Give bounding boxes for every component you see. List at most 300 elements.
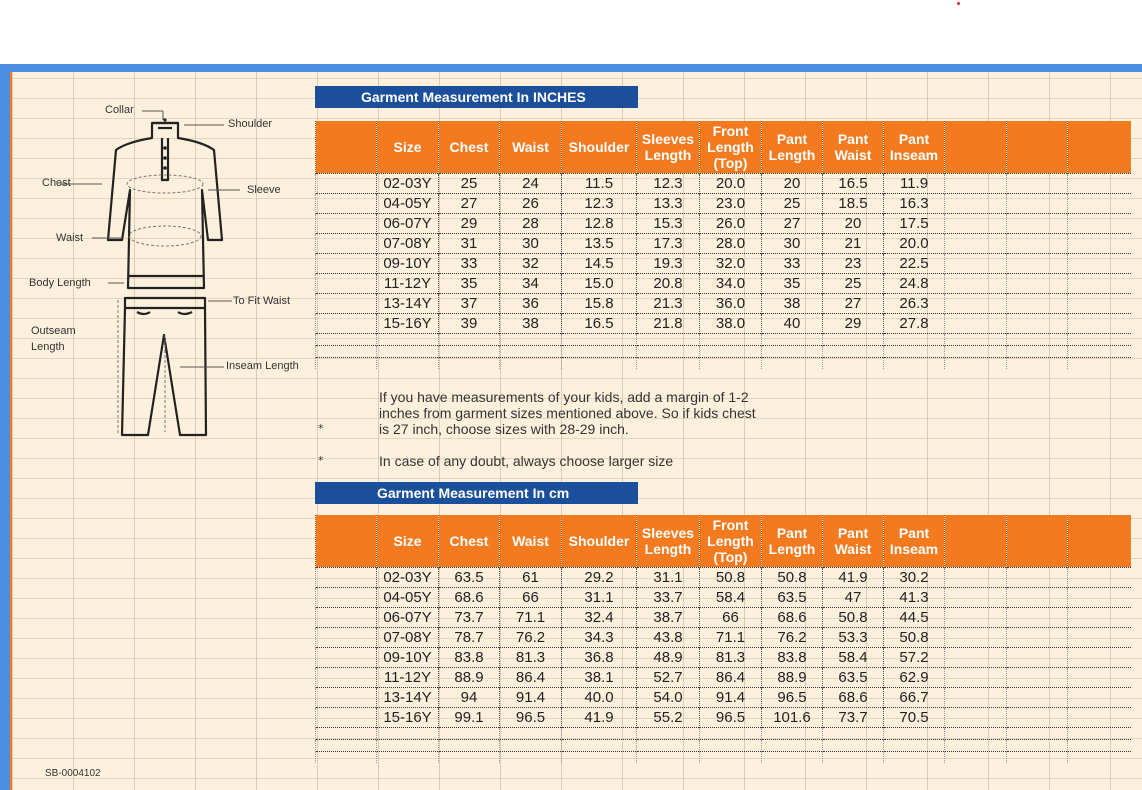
inseam-length-label: Inseam Length: [226, 360, 299, 372]
row-blank-cell: [1007, 293, 1068, 313]
garment-diagram: [12, 80, 312, 480]
empty-cell: [1068, 357, 1131, 369]
value-cell: 27: [823, 293, 884, 313]
value-cell: 68.6: [439, 587, 500, 607]
row-blank-cell: [945, 647, 1007, 667]
table-row: [316, 687, 1131, 707]
row-blank-cell: [1068, 193, 1131, 213]
table-row: [316, 313, 1131, 333]
value-cell: 66.7: [884, 687, 945, 707]
empty-cell: [316, 739, 377, 751]
shoulder-label: Shoulder: [228, 118, 273, 130]
value-cell: 83.8: [762, 647, 823, 667]
row-blank-cell: [945, 567, 1007, 587]
empty-cell: [762, 739, 823, 751]
empty-cell: [316, 727, 377, 739]
size-cell: 15-16Y: [377, 707, 439, 727]
row-blank-cell: [1007, 253, 1068, 273]
empty-row: [316, 345, 1131, 357]
row-blank-cell: [945, 233, 1007, 253]
value-cell: 91.4: [500, 687, 562, 707]
column-header: Front Length (Top): [700, 515, 762, 567]
sku-code: SB-0004102: [45, 768, 101, 779]
value-cell: 26.0: [700, 213, 762, 233]
empty-cell: [700, 357, 762, 369]
empty-cell: [377, 333, 439, 345]
table-row: [316, 707, 1131, 727]
row-blank-cell: [1068, 253, 1131, 273]
empty-cell: [637, 333, 700, 345]
margin-note: If you have measurements of your kids, add a margin of 1-2 inches from garment sizes mentioned above. So if kids chest is 27 inch, choose sizes with 28-29 inch.: [379, 389, 756, 437]
value-cell: 86.4: [500, 667, 562, 687]
value-cell: 13.5: [562, 233, 637, 253]
empty-cell: [562, 333, 637, 345]
row-blank-cell: [945, 687, 1007, 707]
table-row: [316, 213, 1131, 233]
empty-cell: [439, 357, 500, 369]
empty-cell: [700, 739, 762, 751]
size-cell: 02-03Y: [377, 173, 439, 193]
value-cell: 18.5: [823, 193, 884, 213]
row-blank-cell: [945, 607, 1007, 627]
empty-cell: [377, 357, 439, 369]
value-cell: 31.1: [562, 587, 637, 607]
row-blank-cell: [1068, 173, 1131, 193]
column-header: Chest: [439, 121, 500, 173]
value-cell: 58.4: [700, 587, 762, 607]
table-row: [316, 293, 1131, 313]
value-cell: 29: [439, 213, 500, 233]
row-blank-cell: [1007, 607, 1068, 627]
row-blank-cell: [316, 707, 377, 727]
value-cell: 30: [500, 233, 562, 253]
empty-cell: [762, 345, 823, 357]
size-cell: 06-07Y: [377, 213, 439, 233]
row-blank-cell: [1068, 587, 1131, 607]
column-header: Front Length (Top): [700, 121, 762, 173]
chest-label: Chest: [42, 177, 71, 189]
value-cell: 31.1: [637, 567, 700, 587]
row-blank-cell: [1068, 293, 1131, 313]
value-cell: 34.3: [562, 627, 637, 647]
empty-cell: [884, 739, 945, 751]
empty-cell: [562, 739, 637, 751]
body-length-label: Body Length: [29, 277, 91, 289]
value-cell: 61: [500, 567, 562, 587]
value-cell: 41.9: [823, 567, 884, 587]
row-blank-cell: [1007, 173, 1068, 193]
value-cell: 11.5: [562, 173, 637, 193]
value-cell: 30: [762, 233, 823, 253]
empty-cell: [700, 333, 762, 345]
value-cell: 23.0: [700, 193, 762, 213]
column-header: Size: [377, 121, 439, 173]
note-bullet-1: *: [318, 422, 324, 435]
empty-cell: [637, 727, 700, 739]
value-cell: 63.5: [823, 667, 884, 687]
size-cell: 07-08Y: [377, 233, 439, 253]
row-blank-cell: [316, 173, 377, 193]
empty-cell: [562, 727, 637, 739]
column-header: Waist: [500, 515, 562, 567]
value-cell: 41.9: [562, 707, 637, 727]
value-cell: 96.5: [500, 707, 562, 727]
table-row: [316, 567, 1131, 587]
size-cell: 09-10Y: [377, 647, 439, 667]
row-blank-cell: [1007, 647, 1068, 667]
value-cell: 38.7: [637, 607, 700, 627]
size-cell: 02-03Y: [377, 567, 439, 587]
header-blank-cell: [316, 121, 377, 173]
empty-cell: [637, 345, 700, 357]
empty-cell: [1007, 751, 1068, 763]
value-cell: 33.7: [637, 587, 700, 607]
row-blank-cell: [316, 607, 377, 627]
row-blank-cell: [945, 213, 1007, 233]
value-cell: 36.8: [562, 647, 637, 667]
size-cell: 13-14Y: [377, 687, 439, 707]
value-cell: 25: [439, 173, 500, 193]
table-row: [316, 587, 1131, 607]
empty-cell: [377, 345, 439, 357]
header-blank-cell: [945, 121, 1007, 173]
value-cell: 40.0: [562, 687, 637, 707]
row-blank-cell: [1007, 567, 1068, 587]
empty-cell: [500, 739, 562, 751]
row-blank-cell: [316, 293, 377, 313]
row-blank-cell: [316, 627, 377, 647]
empty-cell: [823, 727, 884, 739]
value-cell: 50.8: [823, 607, 884, 627]
value-cell: 30.2: [884, 567, 945, 587]
size-cell: 06-07Y: [377, 607, 439, 627]
value-cell: 36: [500, 293, 562, 313]
value-cell: 28.0: [700, 233, 762, 253]
empty-cell: [945, 751, 1007, 763]
header-blank-cell: [945, 515, 1007, 567]
column-header: Pant Length: [762, 515, 823, 567]
row-blank-cell: [1007, 233, 1068, 253]
row-blank-cell: [1068, 707, 1131, 727]
inches-header-row: [316, 121, 1131, 173]
value-cell: 32.4: [562, 607, 637, 627]
value-cell: 53.3: [823, 627, 884, 647]
value-cell: 88.9: [439, 667, 500, 687]
row-blank-cell: [1068, 233, 1131, 253]
table-row: [316, 627, 1131, 647]
cm-header-row: [316, 515, 1131, 567]
empty-cell: [700, 345, 762, 357]
column-header: Pant Waist: [823, 121, 884, 173]
size-cell: 09-10Y: [377, 253, 439, 273]
value-cell: 58.4: [823, 647, 884, 667]
empty-cell: [500, 727, 562, 739]
value-cell: 66: [500, 587, 562, 607]
column-header: Chest: [439, 515, 500, 567]
row-blank-cell: [1007, 193, 1068, 213]
value-cell: 88.9: [762, 667, 823, 687]
value-cell: 94: [439, 687, 500, 707]
row-blank-cell: [316, 687, 377, 707]
empty-cell: [377, 739, 439, 751]
value-cell: 81.3: [700, 647, 762, 667]
empty-cell: [1068, 739, 1131, 751]
empty-cell: [884, 727, 945, 739]
row-blank-cell: [316, 587, 377, 607]
value-cell: 78.7: [439, 627, 500, 647]
empty-cell: [377, 751, 439, 763]
value-cell: 12.3: [637, 173, 700, 193]
empty-cell: [762, 333, 823, 345]
red-dot-marker: [957, 2, 960, 5]
inches-measurement-table: [315, 121, 1131, 369]
value-cell: 63.5: [439, 567, 500, 587]
value-cell: 38.1: [562, 667, 637, 687]
waist-label: Waist: [56, 232, 84, 244]
table-row: [316, 273, 1131, 293]
value-cell: 73.7: [823, 707, 884, 727]
value-cell: 41.3: [884, 587, 945, 607]
value-cell: 38: [500, 313, 562, 333]
empty-cell: [884, 357, 945, 369]
empty-cell: [316, 345, 377, 357]
value-cell: 57.2: [884, 647, 945, 667]
value-cell: 13.3: [637, 193, 700, 213]
column-header: Size: [377, 515, 439, 567]
value-cell: 76.2: [500, 627, 562, 647]
value-cell: 55.2: [637, 707, 700, 727]
value-cell: 52.7: [637, 667, 700, 687]
row-blank-cell: [1007, 687, 1068, 707]
row-blank-cell: [316, 647, 377, 667]
value-cell: 71.1: [500, 607, 562, 627]
value-cell: 50.8: [884, 627, 945, 647]
value-cell: 24.8: [884, 273, 945, 293]
value-cell: 70.5: [884, 707, 945, 727]
value-cell: 38: [762, 293, 823, 313]
row-blank-cell: [316, 273, 377, 293]
empty-cell: [762, 357, 823, 369]
empty-cell: [562, 345, 637, 357]
empty-cell: [700, 727, 762, 739]
row-blank-cell: [1068, 313, 1131, 333]
empty-cell: [316, 357, 377, 369]
value-cell: 29: [823, 313, 884, 333]
value-cell: 34: [500, 273, 562, 293]
value-cell: 39: [439, 313, 500, 333]
row-blank-cell: [316, 193, 377, 213]
column-header: Shoulder: [562, 121, 637, 173]
value-cell: 25: [762, 193, 823, 213]
row-blank-cell: [945, 627, 1007, 647]
value-cell: 48.9: [637, 647, 700, 667]
value-cell: 16.5: [562, 313, 637, 333]
row-blank-cell: [1007, 587, 1068, 607]
empty-cell: [1068, 345, 1131, 357]
value-cell: 29.2: [562, 567, 637, 587]
table-row: [316, 647, 1131, 667]
empty-cell: [500, 345, 562, 357]
row-blank-cell: [945, 273, 1007, 293]
empty-cell: [823, 739, 884, 751]
value-cell: 54.0: [637, 687, 700, 707]
row-blank-cell: [1007, 213, 1068, 233]
empty-cell: [562, 751, 637, 763]
empty-row: [316, 727, 1131, 739]
empty-cell: [1068, 727, 1131, 739]
value-cell: 81.3: [500, 647, 562, 667]
row-blank-cell: [316, 233, 377, 253]
value-cell: 44.5: [884, 607, 945, 627]
value-cell: 36.0: [700, 293, 762, 313]
empty-cell: [1068, 333, 1131, 345]
value-cell: 35: [439, 273, 500, 293]
value-cell: 17.3: [637, 233, 700, 253]
value-cell: 47: [823, 587, 884, 607]
value-cell: 50.8: [762, 567, 823, 587]
empty-row: [316, 739, 1131, 751]
value-cell: 63.5: [762, 587, 823, 607]
column-header: Pant Waist: [823, 515, 884, 567]
value-cell: 33: [439, 253, 500, 273]
value-cell: 27: [439, 193, 500, 213]
empty-cell: [439, 333, 500, 345]
row-blank-cell: [1007, 707, 1068, 727]
empty-cell: [439, 739, 500, 751]
row-blank-cell: [1068, 567, 1131, 587]
value-cell: 27.8: [884, 313, 945, 333]
empty-cell: [316, 751, 377, 763]
row-blank-cell: [1007, 273, 1068, 293]
column-header: Pant Inseam: [884, 121, 945, 173]
value-cell: 20.0: [700, 173, 762, 193]
table-row: [316, 193, 1131, 213]
value-cell: 28: [500, 213, 562, 233]
empty-cell: [1007, 357, 1068, 369]
value-cell: 86.4: [700, 667, 762, 687]
cm-body: [316, 567, 1131, 763]
value-cell: 22.5: [884, 253, 945, 273]
value-cell: 32: [500, 253, 562, 273]
empty-cell: [823, 333, 884, 345]
column-header: Pant Length: [762, 121, 823, 173]
empty-cell: [823, 751, 884, 763]
to-fit-waist-label: To Fit Waist: [233, 295, 291, 307]
value-cell: 26.3: [884, 293, 945, 313]
empty-cell: [700, 751, 762, 763]
value-cell: 68.6: [823, 687, 884, 707]
empty-cell: [500, 333, 562, 345]
empty-cell: [637, 357, 700, 369]
empty-cell: [1068, 751, 1131, 763]
empty-row: [316, 357, 1131, 369]
value-cell: 14.5: [562, 253, 637, 273]
value-cell: 20: [823, 213, 884, 233]
column-header: Sleeves Length: [637, 515, 700, 567]
row-blank-cell: [316, 213, 377, 233]
value-cell: 43.8: [637, 627, 700, 647]
table-row: [316, 173, 1131, 193]
row-blank-cell: [1007, 313, 1068, 333]
value-cell: 101.6: [762, 707, 823, 727]
value-cell: 12.8: [562, 213, 637, 233]
column-header: Pant Inseam: [884, 515, 945, 567]
empty-cell: [762, 751, 823, 763]
value-cell: 31: [439, 233, 500, 253]
larger-size-note: In case of any doubt, always choose larger size: [379, 453, 674, 469]
value-cell: 50.8: [700, 567, 762, 587]
row-blank-cell: [945, 313, 1007, 333]
outseam-length-label: Outseam Length: [31, 325, 76, 353]
value-cell: 16.5: [823, 173, 884, 193]
value-cell: 20: [762, 173, 823, 193]
empty-cell: [945, 739, 1007, 751]
row-blank-cell: [945, 193, 1007, 213]
empty-cell: [439, 345, 500, 357]
header-blank-cell: [1068, 515, 1131, 567]
value-cell: 20.8: [637, 273, 700, 293]
row-blank-cell: [1068, 667, 1131, 687]
row-blank-cell: [1068, 647, 1131, 667]
size-cell: 11-12Y: [377, 273, 439, 293]
value-cell: 35: [762, 273, 823, 293]
row-blank-cell: [945, 587, 1007, 607]
size-cell: 11-12Y: [377, 667, 439, 687]
empty-cell: [637, 751, 700, 763]
row-blank-cell: [1007, 667, 1068, 687]
row-blank-cell: [945, 173, 1007, 193]
column-header: Shoulder: [562, 515, 637, 567]
row-blank-cell: [1068, 213, 1131, 233]
row-blank-cell: [316, 313, 377, 333]
empty-cell: [377, 727, 439, 739]
value-cell: 12.3: [562, 193, 637, 213]
empty-row: [316, 333, 1131, 345]
header-blank-cell: [1007, 515, 1068, 567]
row-blank-cell: [316, 667, 377, 687]
size-cell: 04-05Y: [377, 193, 439, 213]
value-cell: 34.0: [700, 273, 762, 293]
value-cell: 21.8: [637, 313, 700, 333]
value-cell: 62.9: [884, 667, 945, 687]
row-blank-cell: [316, 253, 377, 273]
value-cell: 68.6: [762, 607, 823, 627]
value-cell: 76.2: [762, 627, 823, 647]
value-cell: 73.7: [439, 607, 500, 627]
value-cell: 66: [700, 607, 762, 627]
empty-cell: [1007, 345, 1068, 357]
inches-body: [316, 173, 1131, 369]
value-cell: 96.5: [762, 687, 823, 707]
empty-cell: [1007, 333, 1068, 345]
value-cell: 83.8: [439, 647, 500, 667]
empty-cell: [637, 739, 700, 751]
header-blank-cell: [316, 515, 377, 567]
value-cell: 32.0: [700, 253, 762, 273]
empty-cell: [823, 345, 884, 357]
row-blank-cell: [1068, 687, 1131, 707]
column-header: Sleeves Length: [637, 121, 700, 173]
table-row: [316, 253, 1131, 273]
header-blank-cell: [1007, 121, 1068, 173]
value-cell: 21: [823, 233, 884, 253]
note-bullet-2: *: [318, 454, 324, 467]
empty-cell: [945, 727, 1007, 739]
empty-cell: [945, 345, 1007, 357]
value-cell: 26: [500, 193, 562, 213]
empty-cell: [823, 357, 884, 369]
empty-row: [316, 751, 1131, 763]
